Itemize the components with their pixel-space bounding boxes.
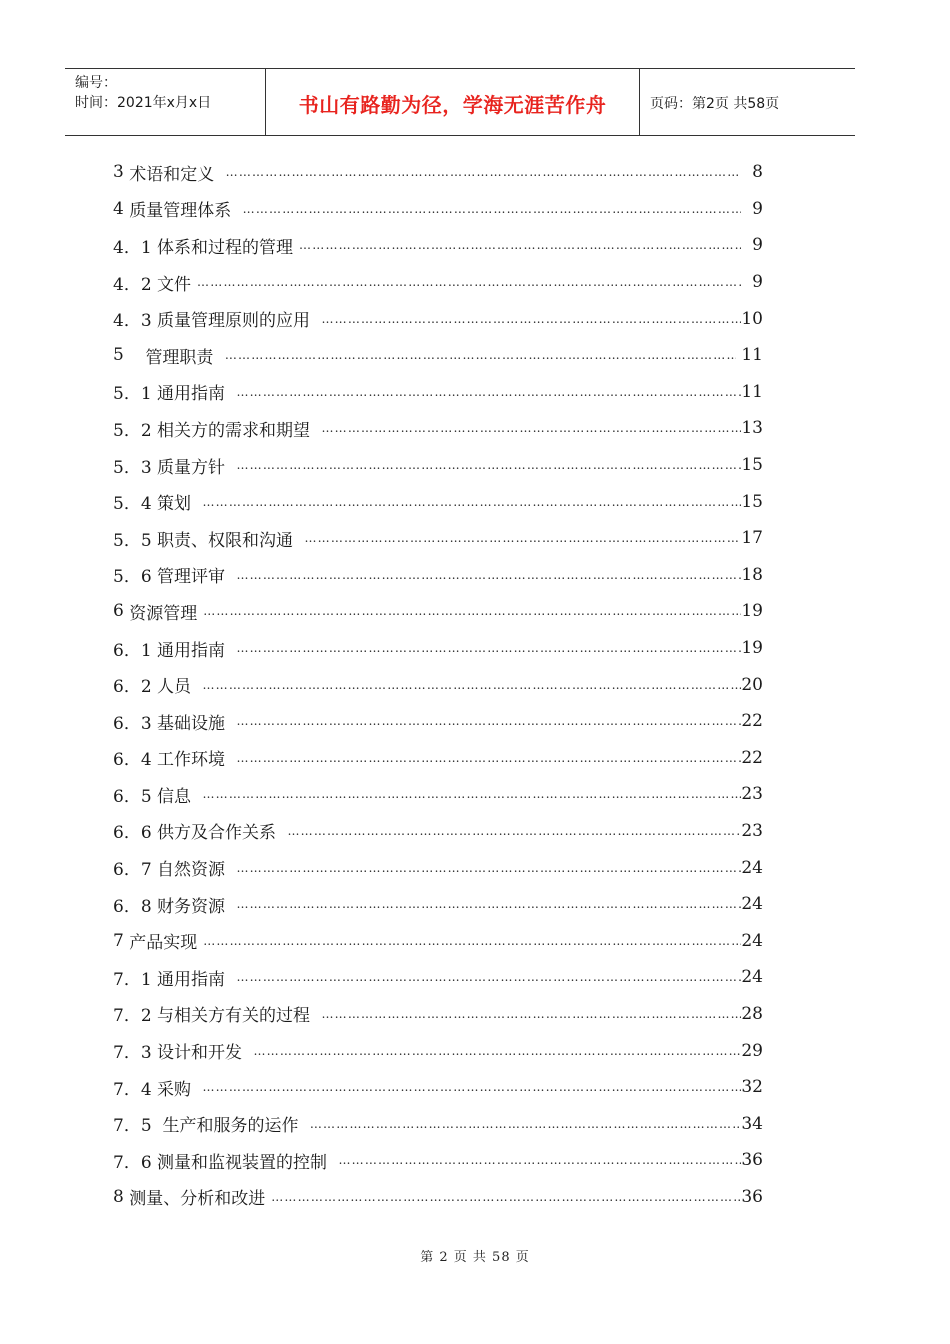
toc-leader-dots — [299, 235, 741, 255]
toc-entry-page: 36 — [741, 1150, 763, 1171]
toc-entry[interactable] — [113, 703, 763, 740]
toc-leader-dots — [338, 1150, 741, 1170]
toc-entry-page: 19 — [741, 638, 763, 659]
toc-entry[interactable] — [113, 740, 763, 777]
toc-leader-dots — [236, 382, 741, 402]
toc-leader-dots — [236, 565, 741, 585]
toc-entry[interactable] — [113, 1179, 763, 1216]
toc-entry-number: 7 — [113, 930, 130, 951]
toc-entry-page: 24 — [741, 967, 763, 988]
toc-entry-page: 11 — [741, 381, 763, 402]
toc-entry-page: 29 — [741, 1040, 763, 1061]
toc-entry-number: 7．4 — [113, 1079, 158, 1100]
toc-entry-title: 术语和定义 — [129, 164, 220, 185]
toc-entry-number: 5．6 — [113, 567, 158, 588]
header-motto: 书山有路勤为径，学海无涯苦作舟 — [266, 69, 640, 135]
toc-entry-title: 通用指南 — [157, 384, 231, 405]
toc-leader-dots — [236, 967, 741, 987]
toc-entry-title: 人员 — [157, 677, 197, 698]
toc-entry-page: 36 — [741, 1186, 763, 1207]
toc-entry-number: 5．4 — [113, 494, 158, 515]
toc-entry-number: 6．8 — [113, 896, 158, 917]
toc-entry-title: 设计和开发 — [157, 1043, 248, 1064]
toc-leader-dots — [304, 528, 741, 548]
toc-entry-number: 8 — [113, 1186, 130, 1207]
toc-leader-dots — [271, 1187, 741, 1207]
toc-entry-page: 34 — [741, 1113, 763, 1134]
toc-entry[interactable] — [113, 1142, 763, 1179]
toc-entry-page: 24 — [741, 894, 763, 915]
header-meta-cell — [65, 69, 266, 135]
toc-entry-page: 19 — [741, 601, 763, 622]
toc-entry-page: 28 — [741, 1003, 763, 1024]
toc-entry-title: 体系和过程的管理 — [157, 237, 294, 258]
toc-leader-dots — [243, 199, 741, 219]
toc-leader-dots — [203, 931, 741, 951]
toc-entry[interactable] — [113, 520, 763, 557]
toc-leader-dots — [225, 345, 736, 365]
toc-entry-page: 9 — [752, 272, 763, 293]
toc-entry-page: 9 — [752, 198, 763, 219]
toc-entry-number: 6．4 — [113, 750, 158, 771]
toc-entry[interactable] — [113, 922, 763, 959]
toc-entry[interactable] — [113, 227, 763, 264]
toc-entry-page: 15 — [741, 491, 763, 512]
toc-entry-number: 6 — [113, 601, 130, 622]
toc-entry[interactable] — [113, 557, 763, 594]
toc-entry[interactable] — [113, 593, 763, 630]
toc-entry-number: 4．2 — [113, 274, 158, 295]
toc-entry[interactable] — [113, 191, 763, 228]
toc-entry-title: 生产和服务的运作 — [162, 1116, 304, 1137]
toc-leader-dots — [310, 1114, 741, 1134]
toc-entry-number: 6．5 — [113, 786, 158, 807]
toc-entry-title: 质量方针 — [157, 457, 231, 478]
toc-entry-title: 自然资源 — [157, 860, 231, 881]
toc-leader-dots — [236, 638, 741, 658]
toc-entry-number: 5．2 — [113, 420, 158, 441]
toc-entry-number: 7．3 — [113, 1043, 158, 1064]
toc-entry-page: 24 — [741, 857, 763, 878]
toc-entry-title: 测量、分析和改进 — [129, 1189, 266, 1210]
toc-entry-number: 6．1 — [113, 640, 158, 661]
toc-leader-dots — [197, 272, 741, 292]
toc-entry-number: 6．7 — [113, 860, 158, 881]
toc-entry[interactable] — [113, 374, 763, 411]
toc-entry[interactable] — [113, 447, 763, 484]
toc-entry[interactable] — [113, 154, 763, 191]
toc-entry-number: 5 — [113, 345, 146, 366]
toc-entry-number: 3 — [113, 162, 130, 183]
toc-entry-title: 资源管理 — [129, 603, 198, 624]
toc-entry-page: 20 — [741, 674, 763, 695]
toc-entry-title: 测量和监视装置的控制 — [157, 1152, 333, 1173]
toc-leader-dots — [253, 1041, 741, 1061]
doc-number-label: 编号： — [75, 75, 117, 91]
toc-entry[interactable] — [113, 630, 763, 667]
toc-leader-dots — [202, 1077, 741, 1097]
toc-entry-title: 通用指南 — [157, 969, 231, 990]
table-of-contents — [113, 154, 763, 1215]
toc-leader-dots — [203, 601, 741, 621]
toc-entry[interactable] — [113, 776, 763, 813]
toc-entry-page: 18 — [741, 564, 763, 585]
toc-entry-page: 11 — [735, 345, 763, 366]
toc-entry-number: 5．3 — [113, 457, 158, 478]
time-label: 时间：2021年x月x日 — [75, 95, 212, 111]
toc-leader-dots — [321, 1004, 741, 1024]
toc-entry-page: 9 — [752, 235, 763, 256]
toc-leader-dots — [236, 748, 741, 768]
page-header — [65, 68, 855, 136]
toc-entry[interactable] — [113, 410, 763, 447]
toc-entry-page: 24 — [741, 930, 763, 951]
toc-entry-title: 财务资源 — [157, 896, 231, 917]
toc-entry[interactable] — [113, 300, 763, 337]
toc-entry[interactable] — [113, 337, 763, 374]
toc-leader-dots — [236, 711, 741, 731]
toc-entry[interactable] — [113, 1105, 763, 1142]
toc-entry-page: 22 — [741, 747, 763, 768]
toc-entry[interactable] — [113, 264, 763, 301]
toc-leader-dots — [226, 162, 741, 182]
toc-leader-dots — [236, 894, 741, 914]
toc-entry-title: 职责、权限和沟通 — [157, 530, 299, 551]
toc-entry-title: 产品实现 — [129, 933, 198, 954]
toc-entry-number: 7．6 — [113, 1152, 158, 1173]
toc-entry-page: 17 — [741, 528, 763, 549]
toc-leader-dots — [202, 675, 741, 695]
toc-entry-title: 工作环境 — [157, 750, 231, 771]
toc-entry-number: 4 — [113, 198, 130, 219]
toc-entry-number: 6．3 — [113, 713, 158, 734]
toc-entry-number: 7．1 — [113, 969, 158, 990]
toc-leader-dots — [321, 309, 741, 329]
toc-entry-title: 与相关方有关的过程 — [157, 1006, 316, 1027]
toc-entry-page: 23 — [741, 784, 763, 805]
toc-leader-dots — [287, 821, 741, 841]
toc-leader-dots — [236, 455, 741, 475]
toc-entry[interactable] — [113, 996, 763, 1033]
toc-entry-title: 文件 — [157, 274, 192, 295]
toc-entry-page: 32 — [741, 1077, 763, 1098]
toc-entry[interactable] — [113, 666, 763, 703]
toc-entry-title: 信息 — [157, 786, 197, 807]
toc-entry[interactable] — [113, 483, 763, 520]
toc-entry-title: 管理职责 — [145, 347, 219, 368]
toc-entry-page: 13 — [741, 418, 763, 439]
toc-entry-title: 质量管理体系 — [129, 201, 237, 222]
toc-entry-page: 10 — [741, 308, 763, 329]
toc-entry-number: 5．1 — [113, 384, 158, 405]
toc-entry-page: 8 — [752, 162, 763, 183]
toc-entry-number: 4．1 — [113, 237, 158, 258]
toc-entry-title: 采购 — [157, 1079, 197, 1100]
toc-entry[interactable] — [113, 1032, 763, 1069]
toc-entry-number: 4．3 — [113, 311, 158, 332]
toc-entry-title: 相关方的需求和期望 — [157, 420, 316, 441]
toc-entry-title: 管理评审 — [157, 567, 231, 588]
toc-entry[interactable] — [113, 1069, 763, 1106]
toc-entry-title: 供方及合作关系 — [157, 823, 282, 844]
toc-leader-dots — [321, 418, 741, 438]
toc-leader-dots — [202, 492, 741, 512]
toc-leader-dots — [236, 858, 741, 878]
toc-entry-title: 通用指南 — [157, 640, 231, 661]
toc-entry-number: 6．2 — [113, 677, 158, 698]
toc-entry-number: 7．2 — [113, 1006, 158, 1027]
toc-entry-number: 6．6 — [113, 823, 158, 844]
toc-entry-title: 基础设施 — [157, 713, 231, 734]
toc-entry-title: 策划 — [157, 494, 197, 515]
toc-entry-number: 5．5 — [113, 530, 158, 551]
toc-entry-page: 23 — [741, 820, 763, 841]
toc-entry[interactable] — [113, 849, 763, 886]
toc-entry[interactable] — [113, 886, 763, 923]
toc-leader-dots — [202, 784, 741, 804]
toc-entry-title: 质量管理原则的应用 — [157, 311, 316, 332]
toc-entry-page: 22 — [741, 711, 763, 732]
toc-entry[interactable] — [113, 813, 763, 850]
page-footer: 第 2 页 共 58 页 — [420, 1250, 530, 1265]
toc-entry-number: 7．5 — [113, 1116, 163, 1137]
toc-entry[interactable] — [113, 959, 763, 996]
header-page-info: 页码：第2页 共58页 — [650, 96, 780, 112]
toc-entry-page: 15 — [741, 455, 763, 476]
